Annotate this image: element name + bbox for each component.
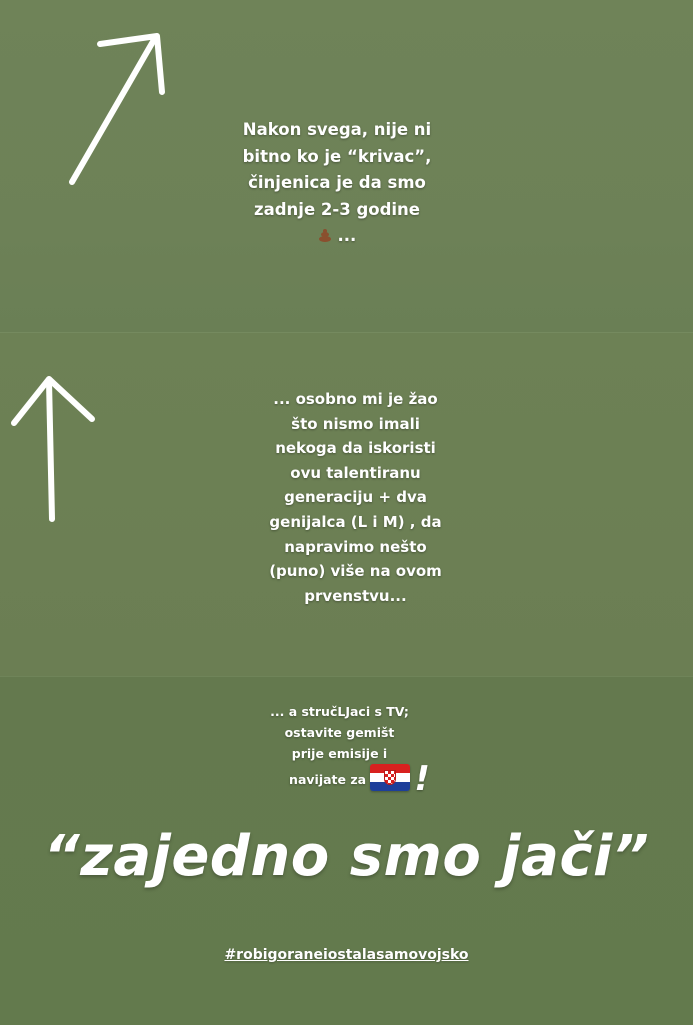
text-line: nekoga da iskoristi	[275, 439, 436, 458]
poop-emoji-icon	[318, 229, 332, 242]
text-line: ... a stručLJaci s TV;	[270, 704, 409, 719]
text-line: generaciju + dva	[284, 488, 427, 507]
text-line: genijalca (L i M) , da	[269, 512, 442, 531]
text-line: činjenica je da smo	[248, 173, 426, 192]
text-line: (puno) više na ovom	[269, 562, 442, 581]
text-line	[277, 759, 442, 799]
text-line: ostavite gemišt	[284, 725, 395, 740]
text-line: što nismo imali	[291, 414, 420, 433]
hashtag-link[interactable]: #robigoraneiostalasamovojsko	[224, 947, 469, 963]
text-line: ovu talentiranu	[290, 463, 421, 482]
text-line: napravimo nešto	[284, 537, 427, 556]
story-text-3	[237, 701, 442, 799]
story-panel-3	[0, 676, 693, 1025]
croatia-flag-icon	[370, 764, 410, 791]
story-panel-1	[0, 0, 693, 332]
story-text-1	[222, 117, 452, 250]
text-line: zadnje 2-3 godine	[254, 199, 420, 219]
story-panel-2	[0, 332, 693, 677]
text-line: prvenstvu...	[304, 586, 407, 605]
text-line: Nakon svega, nije ni	[242, 120, 432, 139]
text-line	[222, 223, 452, 250]
text-line: bitno ko je “krivac”,	[242, 146, 432, 166]
quote-headline: “zajedno smo jači”	[43, 824, 650, 889]
exclamation-mark: !	[414, 759, 430, 799]
ellipsis: ...	[337, 226, 357, 245]
text-segment: navijate za	[289, 772, 367, 787]
text-line: ... osobno mi je žao	[273, 390, 438, 408]
story-text-2	[248, 387, 463, 608]
text-line: prije emisije i	[291, 746, 388, 761]
